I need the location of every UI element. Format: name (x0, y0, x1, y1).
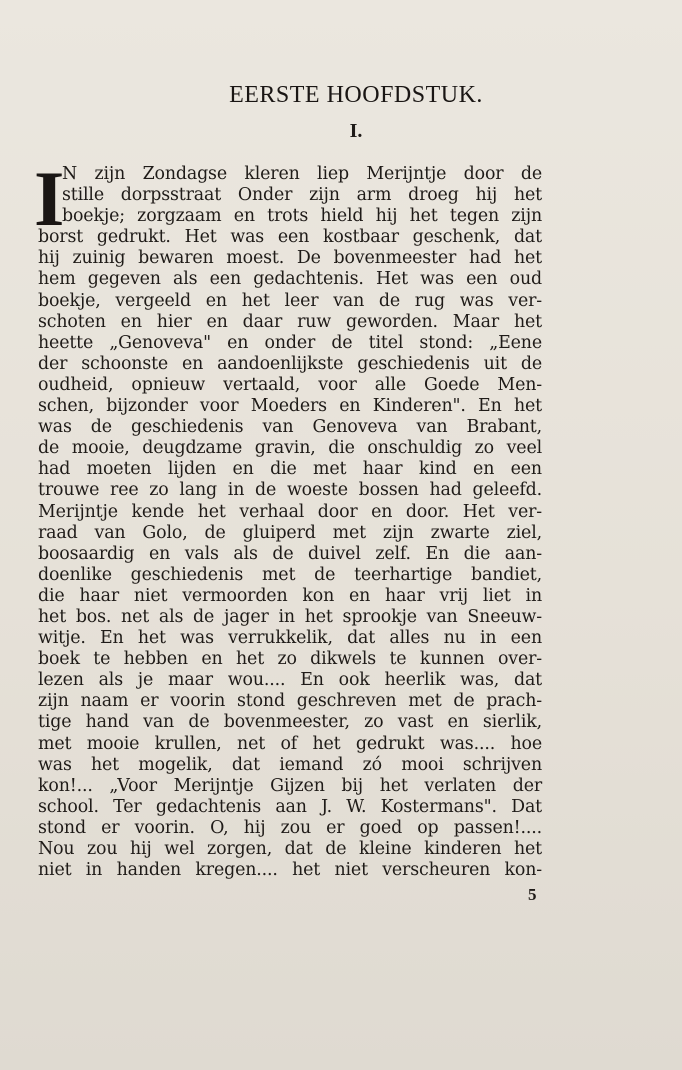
drop-cap: I (34, 155, 65, 242)
text-line: borst gedrukt. Het was een kostbaar geschenk, dat (38, 227, 542, 248)
body-text (34, 155, 542, 881)
text-line: N zijn Zondagse kleren liep Merijntje door de (62, 164, 542, 184)
text-line: kon!... „Voor Merijntje Gijzen bij het verlaten der (38, 775, 542, 796)
text-line: had moeten lijden en die met haar kind en een (38, 459, 542, 480)
text-line: boekje, vergeeld en het leer van de rug was ver- (38, 290, 542, 311)
text-line: zijn naam er voorin stond geschreven met de prach- (38, 691, 542, 712)
text-line: boosaardig en vals als de duivel zelf. En die aan- (38, 543, 542, 564)
text-line: trouwe ree zo lang in de woeste bossen had geleefd. (38, 480, 542, 501)
text-line: boek te hebben en het zo dikwels te kunnen over- (38, 649, 542, 670)
text-line: de mooie, deugdzame gravin, die onschuldig zo veel (38, 438, 542, 459)
text-line: oudheid, opnieuw vertaald, voor alle Goede Men- (38, 374, 542, 395)
text-line: met mooie krullen, net of het gedrukt was.... hoe (38, 733, 542, 754)
text-line: Merijntje kende het verhaal door en door. Het ver- (38, 501, 542, 522)
text-line: raad van Golo, de gluiperd met zijn zwarte ziel, (38, 522, 542, 543)
section-number: I. (349, 120, 363, 142)
text-line: was de geschiedenis van Genoveva van Brabant, (38, 417, 542, 438)
text-line: boekje; zorgzaam en trots hield hij het tegen zijn (62, 206, 542, 227)
text-line: school. Ter gedachtenis aan J. W. Kostermans". Dat (38, 796, 542, 817)
text-line: was het mogelik, dat iemand zó mooi schrijven (38, 754, 542, 775)
text-line: hem gegeven als een gedachtenis. Het was een oud (38, 269, 542, 290)
text-line: hij zuinig bewaren moest. De bovenmeester had het (38, 248, 542, 269)
text-line: niet in handen kregen.... het niet verscheuren kon- (38, 860, 542, 881)
text-line: doenlike geschiedenis met de teerhartige bandiet, (38, 564, 542, 585)
text-line: stond er voorin. O, hij zou er goed op passen!.... (38, 817, 542, 838)
chapter-title: EERSTE HOOFDSTUK. (229, 82, 483, 108)
text-line: schen, bijzonder voor Moeders en Kinderen". En het (38, 396, 542, 417)
text-line: tige hand van de bovenmeester, zo vast en sierlik, (38, 712, 542, 733)
text-line: stille dorpsstraat Onder zijn arm droeg hij het (62, 185, 542, 206)
text-line: lezen als je maar wou.... En ook heerlik was, dat (38, 670, 542, 691)
text-line: witje. En het was verrukkelik, dat alles nu in een (38, 628, 542, 649)
text-line: die haar niet vermoorden kon en haar vrij liet in (38, 585, 542, 606)
text-line: schoten en hier en daar ruw geworden. Maar het (38, 311, 542, 332)
page-number: 5 (528, 885, 537, 904)
text-line: der schoonste en aandoenlijkste geschiedenis uit de (38, 353, 542, 374)
text-line: heette „Genoveva" en onder de titel stond: „Eene (38, 332, 542, 353)
text-line: het bos. net als de jager in het sprookje van Sneeuw- (38, 606, 542, 627)
text-line: Nou zou hij wel zorgen, dat de kleine kinderen het (38, 839, 542, 859)
